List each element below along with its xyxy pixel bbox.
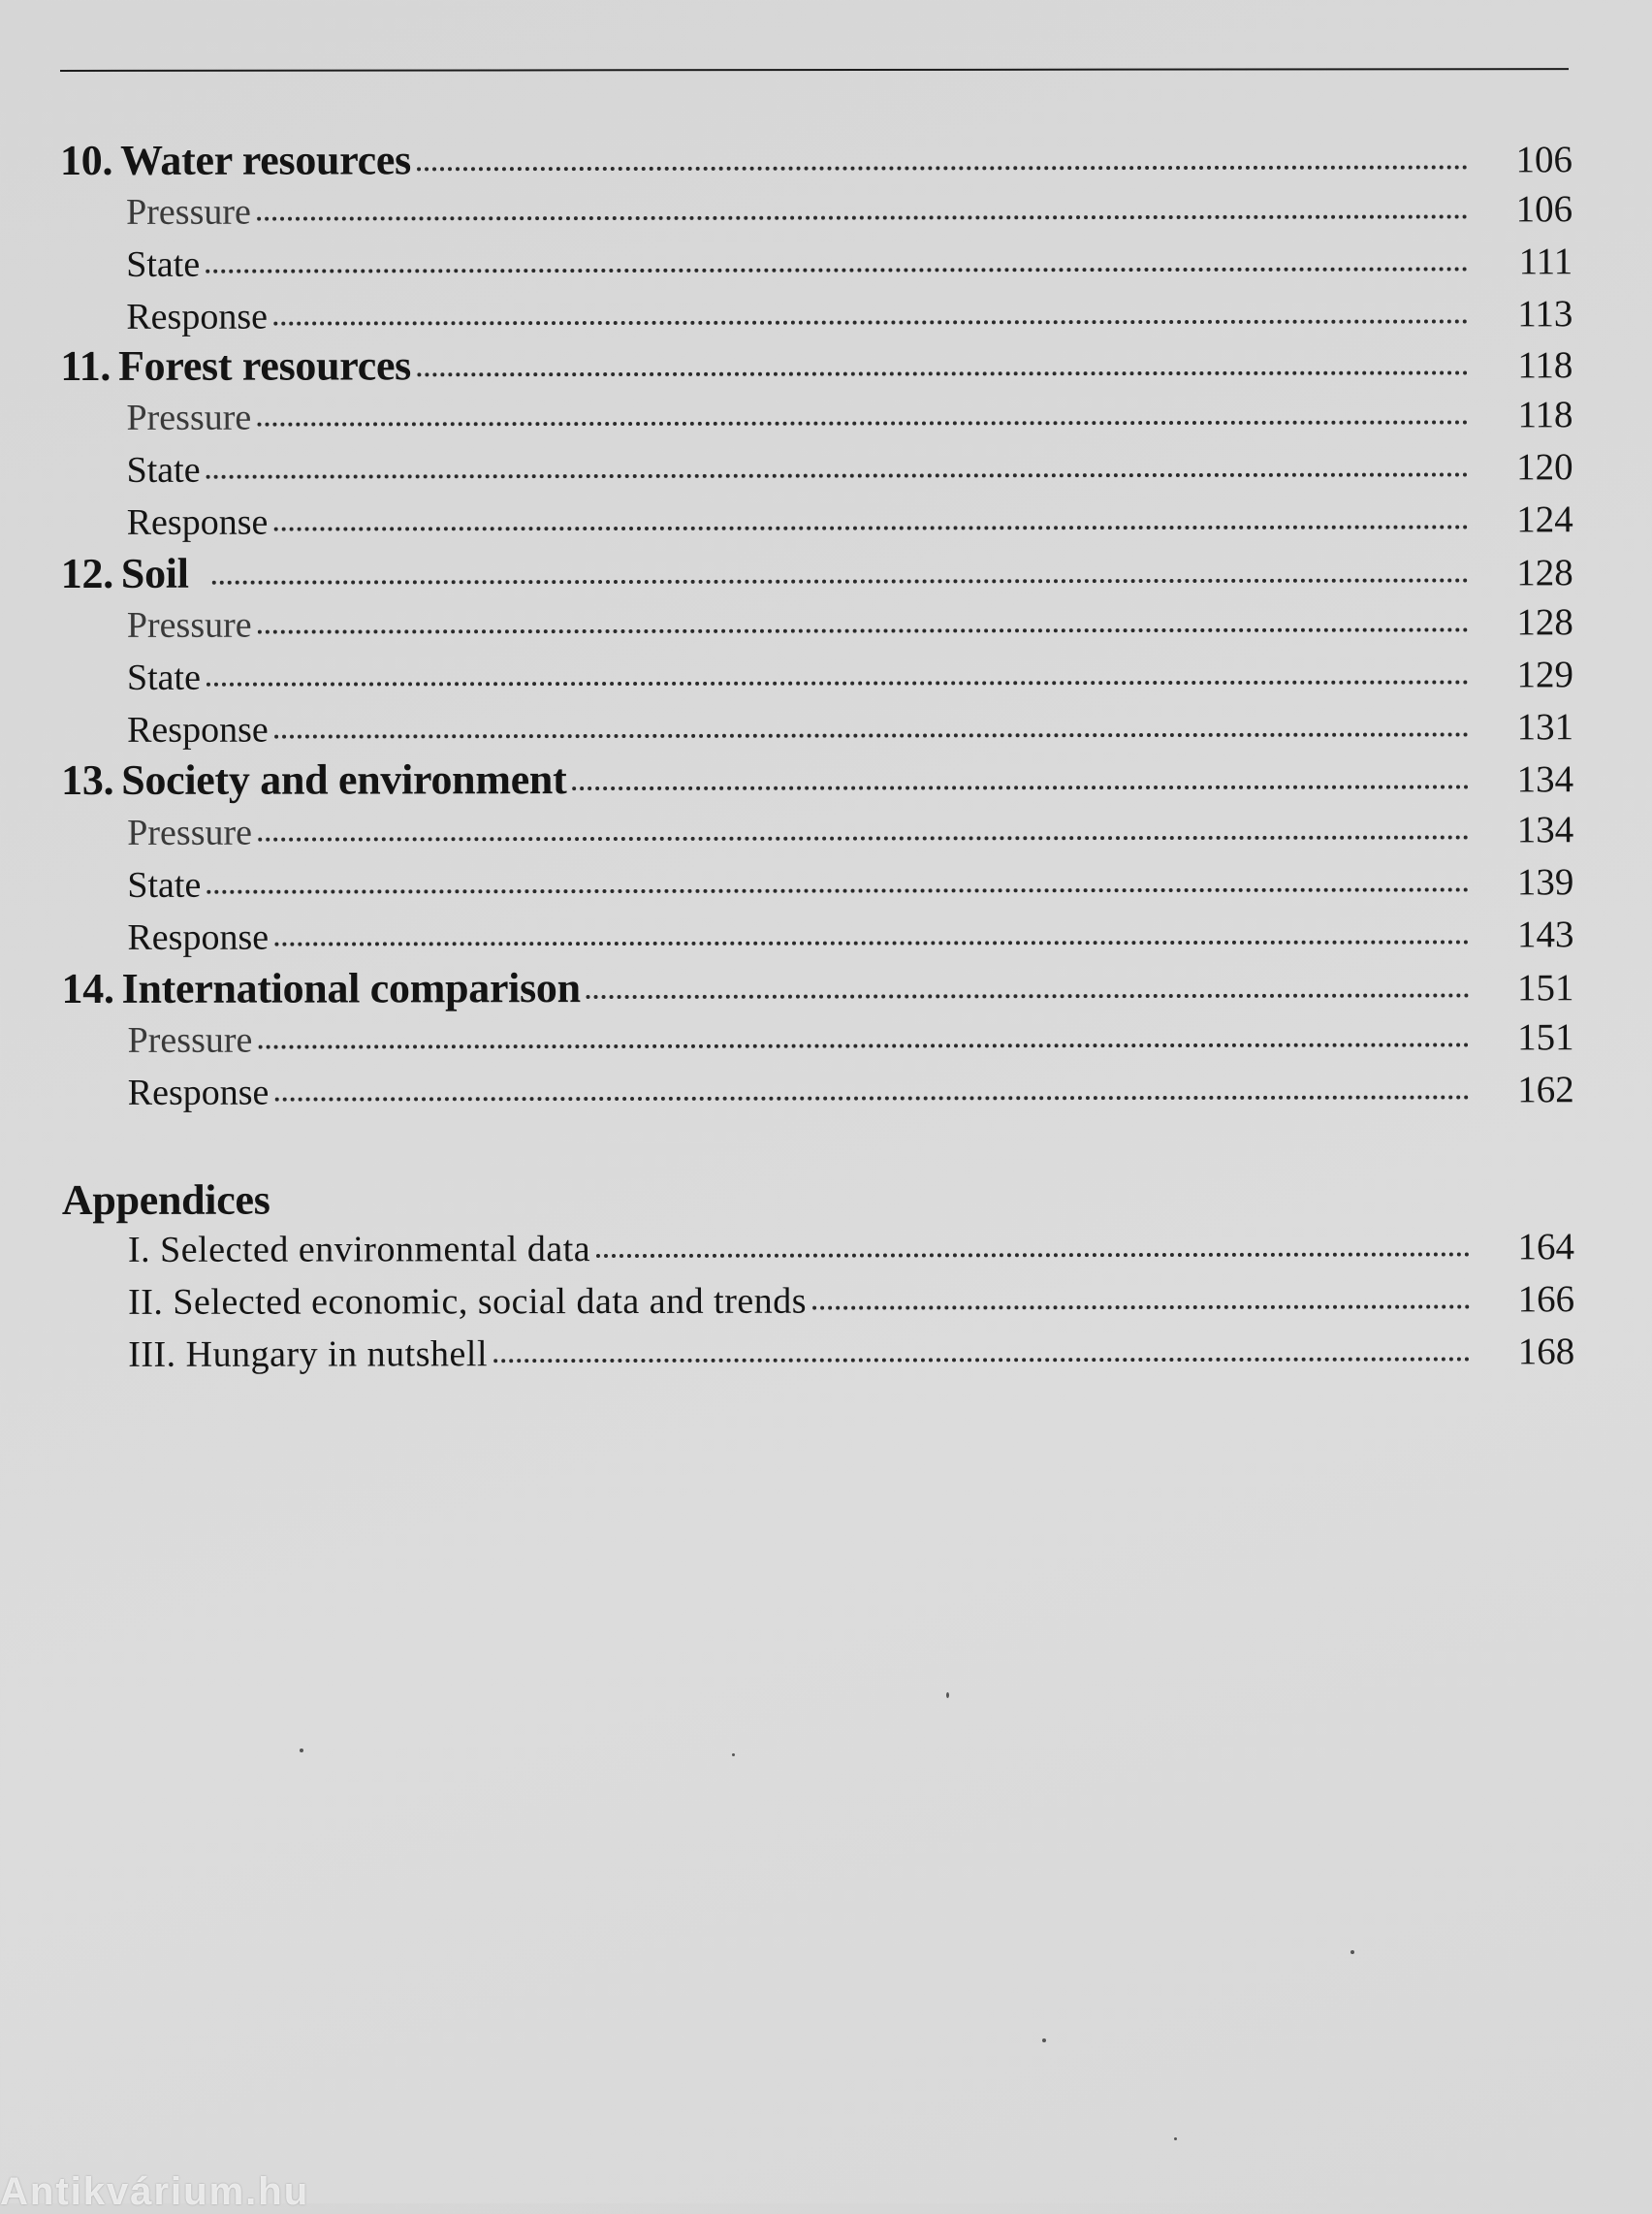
dot-leader bbox=[273, 525, 1468, 530]
appendix-label: III. Hungary in nutshell bbox=[62, 1332, 488, 1376]
dot-leader bbox=[258, 835, 1469, 841]
dot-leader bbox=[206, 472, 1469, 478]
appendix-label: II. Selected economic, social data and trends bbox=[62, 1280, 807, 1324]
page-number: 134 bbox=[1492, 808, 1573, 851]
toc-section bbox=[62, 1015, 1574, 1062]
watermark: Antikvárium.hu bbox=[0, 2170, 309, 2214]
page-number: 128 bbox=[1492, 551, 1573, 594]
dot-leader bbox=[274, 1095, 1469, 1101]
section-label: Response bbox=[61, 916, 269, 959]
chapter-name: International comparison bbox=[122, 964, 581, 1012]
toc-section bbox=[61, 653, 1573, 699]
appendices-heading: Appendices bbox=[62, 1175, 270, 1225]
toc-section bbox=[61, 860, 1573, 907]
paper-speck bbox=[1174, 2137, 1177, 2140]
chapter-title bbox=[60, 135, 411, 185]
page-number: 143 bbox=[1492, 913, 1573, 956]
dot-leader bbox=[257, 214, 1468, 220]
chapter-number: 11. bbox=[60, 342, 111, 390]
dot-leader bbox=[206, 887, 1469, 893]
section-label: Pressure bbox=[60, 397, 251, 439]
toc-chapter-11 bbox=[60, 338, 1573, 391]
page-number: 134 bbox=[1492, 757, 1573, 801]
toc-section bbox=[60, 292, 1573, 338]
page-number: 113 bbox=[1491, 292, 1573, 336]
dot-leader bbox=[417, 165, 1468, 171]
toc-chapter-14 bbox=[61, 961, 1573, 1013]
page-number: 151 bbox=[1493, 1015, 1574, 1059]
toc-chapter-13 bbox=[61, 753, 1573, 805]
page-number: 139 bbox=[1492, 860, 1573, 904]
toc-appendix-2 bbox=[62, 1277, 1574, 1324]
paper-speck bbox=[300, 1749, 303, 1752]
dot-leader bbox=[273, 319, 1468, 325]
chapter-title bbox=[60, 340, 411, 391]
dot-leader bbox=[417, 370, 1468, 376]
dot-leader bbox=[206, 680, 1469, 686]
section-label: State bbox=[61, 449, 201, 492]
toc-section bbox=[61, 497, 1573, 544]
chapter-name: Forest resources bbox=[118, 341, 411, 390]
section-label: Pressure bbox=[61, 604, 252, 647]
toc-section bbox=[61, 913, 1573, 959]
chapter-name: Society and environment bbox=[121, 755, 566, 804]
chapter-number: 14. bbox=[61, 965, 113, 1012]
paper-speck bbox=[1350, 1950, 1354, 1954]
section-label: Pressure bbox=[60, 191, 251, 234]
section-label: State bbox=[61, 657, 201, 699]
section-label: Response bbox=[62, 1072, 270, 1114]
dot-leader bbox=[258, 1043, 1469, 1048]
dot-leader bbox=[274, 732, 1469, 738]
page-number: 106 bbox=[1491, 138, 1573, 181]
dot-leader bbox=[274, 940, 1469, 946]
toc-section bbox=[60, 393, 1573, 439]
toc-section bbox=[61, 705, 1573, 752]
toc-section bbox=[62, 1068, 1574, 1114]
page-number: 128 bbox=[1492, 600, 1573, 644]
section-label: Pressure bbox=[61, 812, 252, 854]
dot-leader bbox=[572, 785, 1469, 790]
chapter-title bbox=[61, 963, 580, 1013]
dot-leader bbox=[206, 267, 1468, 273]
chapter-title bbox=[61, 549, 189, 598]
toc-section bbox=[61, 445, 1573, 492]
page-number: 162 bbox=[1493, 1068, 1574, 1111]
paper-speck bbox=[1042, 2038, 1046, 2042]
toc-section bbox=[60, 187, 1573, 234]
section-label: State bbox=[61, 864, 201, 907]
page-number: 118 bbox=[1491, 343, 1573, 387]
page-number: 120 bbox=[1492, 445, 1573, 489]
paper-speck bbox=[946, 1692, 949, 1698]
dot-leader bbox=[493, 1357, 1470, 1363]
appendix-label: I. Selected environmental data bbox=[62, 1228, 590, 1271]
chapter-number: 10. bbox=[60, 137, 112, 184]
toc-appendix-3 bbox=[62, 1330, 1574, 1376]
page-number: 111 bbox=[1491, 240, 1573, 283]
toc-section bbox=[61, 808, 1573, 854]
page-number: 164 bbox=[1493, 1225, 1574, 1268]
dot-leader bbox=[257, 420, 1468, 426]
page-number: 124 bbox=[1492, 497, 1573, 541]
page-number: 129 bbox=[1492, 653, 1573, 696]
chapter-title bbox=[61, 754, 566, 805]
toc-appendix-1 bbox=[62, 1225, 1574, 1271]
page-number: 118 bbox=[1491, 393, 1573, 436]
section-label: Pressure bbox=[62, 1019, 253, 1062]
page-number: 151 bbox=[1492, 966, 1573, 1010]
page-number: 106 bbox=[1491, 187, 1573, 231]
chapter-name: Soil bbox=[121, 550, 189, 597]
paper-speck bbox=[732, 1753, 735, 1756]
toc-chapter-12 bbox=[61, 546, 1573, 598]
chapter-name: Water resources bbox=[120, 136, 411, 184]
section-label: Response bbox=[60, 296, 268, 338]
dot-leader bbox=[212, 578, 1469, 584]
toc-chapter-10 bbox=[60, 133, 1573, 185]
toc-section bbox=[60, 240, 1573, 286]
chapter-number: 12. bbox=[61, 550, 113, 597]
page-number: 131 bbox=[1492, 705, 1573, 749]
dot-leader bbox=[587, 993, 1470, 999]
toc-section bbox=[61, 600, 1573, 647]
page-number: 168 bbox=[1493, 1330, 1574, 1373]
section-label: Response bbox=[61, 501, 269, 544]
page-number: 166 bbox=[1493, 1277, 1574, 1321]
section-label: Response bbox=[61, 709, 269, 752]
dot-leader bbox=[258, 627, 1469, 633]
section-label: State bbox=[60, 243, 200, 286]
dot-leader bbox=[812, 1304, 1470, 1309]
chapter-number: 13. bbox=[61, 756, 113, 804]
header-rule bbox=[60, 68, 1569, 72]
dot-leader bbox=[596, 1252, 1470, 1258]
